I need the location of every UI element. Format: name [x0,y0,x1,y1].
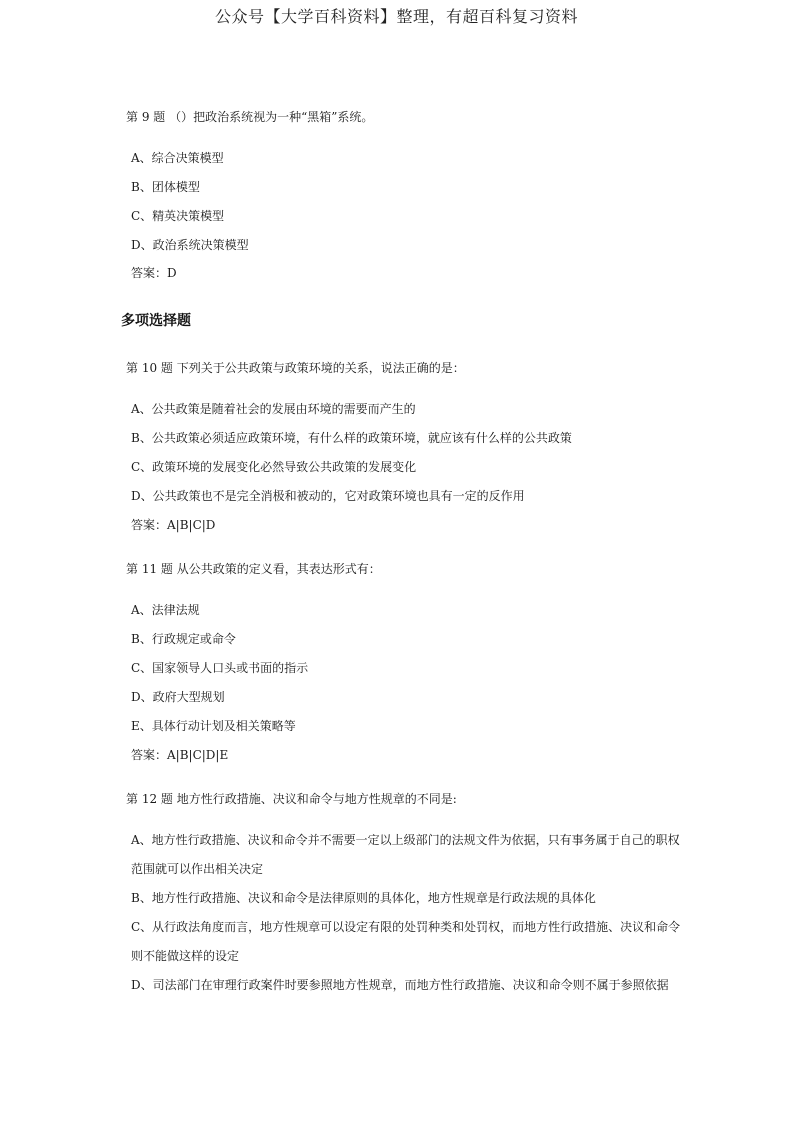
q10-option-d: D、公共政策也不是完全消极和被动的，它对政策环境也具有一定的反作用 [131,489,525,503]
q11-answer: 答案：A|B|C|D|E [131,748,229,762]
question-9: 第 9 题 （）把政治系统视为一种“黑箱”系统。 [126,110,374,124]
q9-option-a: A、综合决策模型 [131,151,224,165]
q11-option-a: A、法律法规 [131,603,200,617]
q10-option-b: B、公共政策必须适应政策环境，有什么样的政策环境，就应该有什么样的公共政策 [131,431,572,445]
q10-option-c: C、政策环境的发展变化必然导致公共政策的发展变化 [131,460,417,474]
q9-answer: 答案：D [131,266,177,280]
question-12: 第 12 题 地方性行政措施、决议和命令与地方性规章的不同是: [126,792,457,806]
question-11: 第 11 题 从公共政策的定义看，其表达形式有： [126,562,381,576]
q12-option-a-continued: 范围就可以作出相关决定 [131,862,264,876]
q9-option-c: C、精英决策模型 [131,209,225,223]
q12-option-c-continued: 则不能做这样的设定 [131,949,240,963]
q11-option-e: E、具体行动计划及相关策略等 [131,719,296,733]
q12-option-c: C、从行政法角度而言，地方性规章可以设定有限的处罚种类和处罚权，而地方性行政措施、决议和命令 [131,920,681,934]
q11-option-c: C、国家领导人口头或书面的指示 [131,661,309,675]
q9-option-b: B、团体模型 [131,180,200,194]
section-heading: 多项选择题 [121,313,191,329]
q12-option-d: D、司法部门在审理行政案件时要参照地方性规章，而地方性行政措施、决议和命令则不属于参照依据 [131,978,669,992]
q12-option-a: A、地方性行政措施、决议和命令并不需要一定以上级部门的法规文件为依据，只有事务属于自己的职权 [131,833,680,847]
q10-answer: 答案：A|B|C|D [131,518,216,532]
q10-option-a: A、公共政策是随着社会的发展由环境的需要而产生的 [131,402,416,416]
q11-option-b: B、行政规定或命令 [131,632,236,646]
q11-option-d: D、政府大型规划 [131,690,225,704]
q9-option-d: D、政治系统决策模型 [131,238,249,252]
q12-option-b: B、地方性行政措施、决议和命令是法律原则的具体化，地方性规章是行政法规的具体化 [131,891,596,905]
question-10: 第 10 题 下列关于公共政策与政策环境的关系，说法正确的是： [126,361,465,375]
page-header: 公众号【大学百科资料】整理，有超百科复习资料 [214,7,578,26]
